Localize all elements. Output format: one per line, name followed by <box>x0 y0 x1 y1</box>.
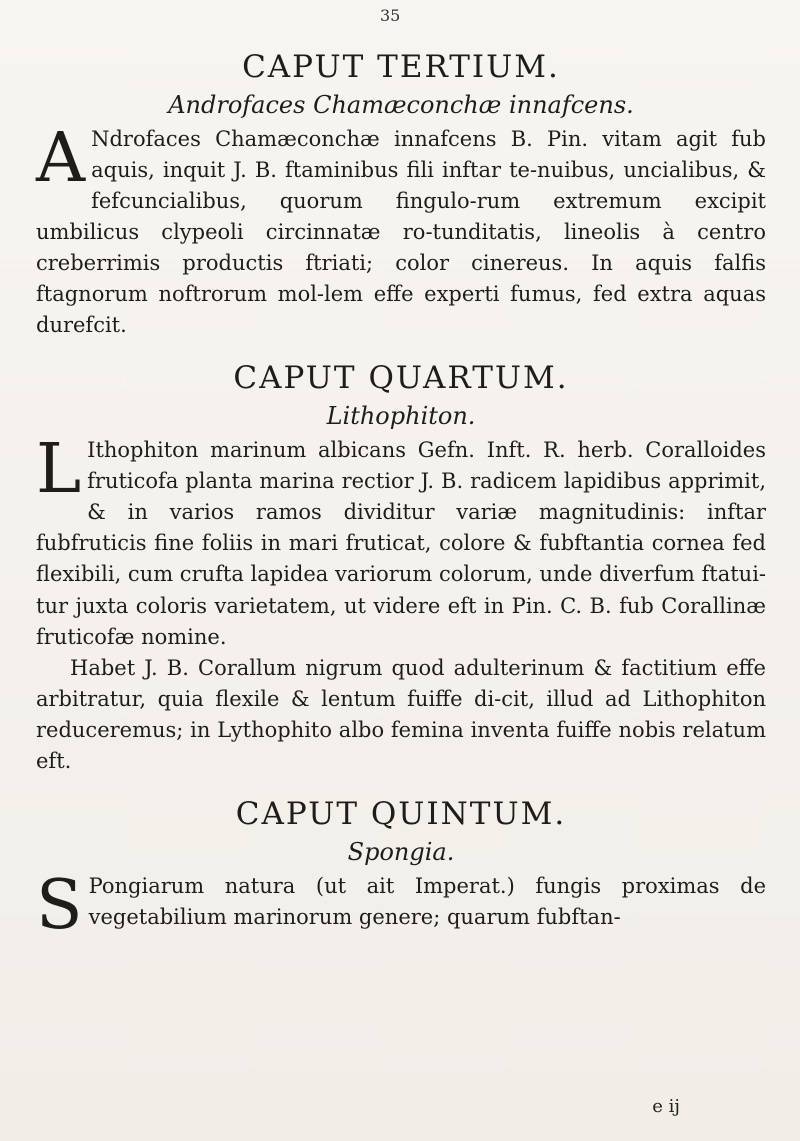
chapter-paragraph <box>36 653 766 777</box>
paragraph-text: Ndrofaces Chamæconchæ innafcens B. Pin. vitam agit fub aquis, inquit J. B. ftaminibus fili inftar te-nuibus, uncialibus, & fefcuncialibus, quorum fingulo-rum extremum excipit umbilicus clypeoli circinnatæ ro-tunditatis, lineolis à centro creberrimis productis ftriati; color cinereus. In aquis falfis ftagnorum noftrorum mol-lem effe experti fumus, fed extra aquas durefcit. <box>36 126 766 338</box>
paragraph-text: Ithophiton marinum albicans Gefn. Inft. R. herb. Coralloides fruticofa planta marina rectior J. B. radicem lapidibus apprimit, & in varios ramos dividitur variæ magnitudinis: inftar fubfruticis fine foliis in mari fruticat, colore & fubftantia cornea fed flexibili, cum crufta lapidea variorum colorum, unde diverfum ftatui-tur juxta coloris varietatem, ut videre eft in Pin. C. B. fub Corallinæ fruticofæ nomine. <box>36 438 767 649</box>
drop-cap: A <box>36 118 86 198</box>
chapter-paragraph <box>36 865 766 945</box>
drop-cap: S <box>36 865 83 945</box>
paragraph-text: Habet J. B. Corallum nigrum quod adulterinum & factitium effe arbitratur, quia flexile & lentum fuiffe di-cit, illud ad Lithophiton reduceremus; in Lythophito albo femina inventa fuiffe nobis relatum eft. <box>36 655 766 773</box>
chapter-heading: CAPUT TERTIUM. <box>242 49 560 85</box>
chapter-paragraph <box>36 430 767 653</box>
chapter-tertium <box>36 49 766 341</box>
drop-cap: L <box>36 430 82 510</box>
chapter-heading: CAPUT QUARTUM. <box>233 360 569 397</box>
chapter-paragraph <box>36 118 766 342</box>
chapter-subtitle: Spongia. <box>347 838 455 866</box>
chapter-heading: CAPUT QUINTUM. <box>235 796 567 832</box>
chapter-quintum <box>36 796 766 945</box>
chapter-quartum <box>36 360 767 777</box>
page-number: 35 <box>380 6 401 25</box>
chapter-subtitle: Androfaces Chamæconchæ innafcens. <box>168 91 634 119</box>
signature-mark: e ij <box>652 1096 680 1117</box>
paragraph-text: Pongiarum natura (ut ait Imperat.) fungis proximas de vegetabilium marinorum genere; quarum fubftan- <box>88 873 766 929</box>
chapter-subtitle: Lithophiton. <box>326 402 476 431</box>
